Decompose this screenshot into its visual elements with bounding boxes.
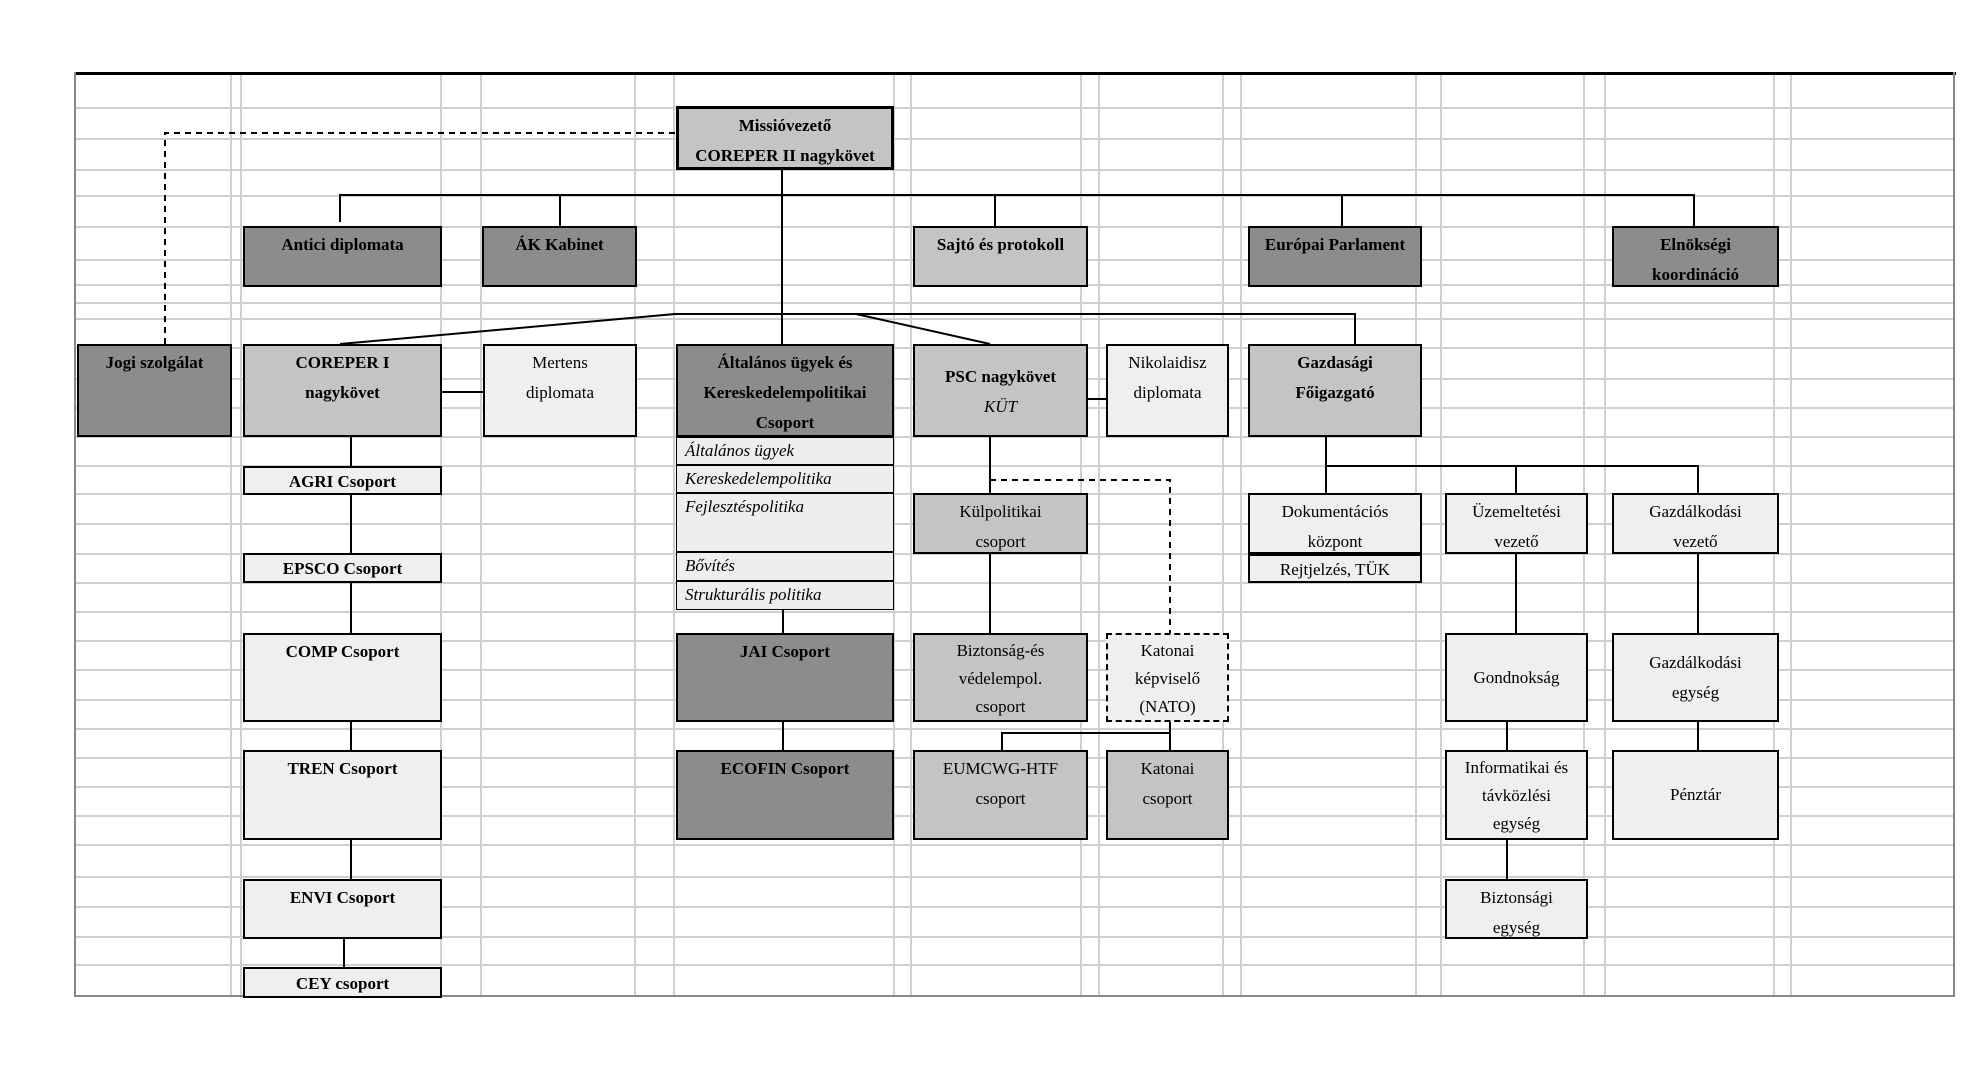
node-nikolaidisz: Nikolaidisz diplomata (1106, 344, 1229, 437)
node-psc-kut: KÜT (983, 396, 1018, 416)
node-agri: AGRI Csoport (243, 466, 442, 495)
node-tren: TREN Csoport (243, 750, 442, 840)
node-comp: COMP Csoport (243, 633, 442, 722)
node-biztonsag-vedelem: Biztonság-és védelempol. csoport (913, 633, 1088, 722)
node-envi: ENVI Csoport (243, 879, 442, 939)
node-epsco: EPSCO Csoport (243, 553, 442, 583)
node-jogi-szolgalat: Jogi szolgálat (77, 344, 232, 437)
node-coreper1: COREPER I nagykövet (243, 344, 442, 437)
node-biztonsagi-egyseg: Biztonsági egység (1445, 879, 1588, 939)
subitem-altalanos-ugyek: Általános ügyek (676, 437, 894, 465)
node-antici: Antici diplomata (243, 226, 442, 287)
node-kulpolitikai: Külpolitikai csoport (913, 493, 1088, 554)
node-eumcwg: EUMCWG-HTF csoport (913, 750, 1088, 840)
node-psc: PSC nagykövet KÜT (913, 344, 1088, 437)
node-gazdalkodasi-vezeto: Gazdálkodási vezető (1612, 493, 1779, 554)
node-uzemeltetesi: Üzemeltetési vezető (1445, 493, 1588, 554)
node-sajto: Sajtó és protokoll (913, 226, 1088, 287)
node-gazdasagi: Gazdasági Főigazgató (1248, 344, 1422, 437)
node-katonai-csoport: Katonai csoport (1106, 750, 1229, 840)
subitem-strukturalis-politika: Strukturális politika (676, 581, 894, 610)
node-penztar: Pénztár (1612, 750, 1779, 840)
node-elnoksegi: Elnökségi koordináció (1612, 226, 1779, 287)
node-cey: CEY csoport (243, 967, 442, 998)
subitem-kereskedelempolitika: Kereskedelempolitika (676, 465, 894, 493)
node-informatikai: Informatikai és távközlési egység (1445, 750, 1588, 840)
node-katonai-kepviselo: Katonai képviselő (NATO) (1106, 633, 1229, 722)
node-ak-kabinet: ÁK Kabinet (482, 226, 637, 287)
node-ecofin: ECOFIN Csoport (676, 750, 894, 840)
node-altalanos-csoport: Általános ügyek és Kereskedelempolitikai Csoport (676, 344, 894, 437)
node-rejtjelzes: Rejtjelzés, TÜK (1248, 554, 1422, 583)
node-jai: JAI Csoport (676, 633, 894, 722)
node-mission-head: Missióvezető COREPER II nagykövet (676, 106, 894, 170)
bus-level1 (340, 195, 1694, 226)
subitem-fejlesztespolitika: Fejlesztéspolitika (676, 493, 894, 552)
node-gazdalkodasi-egyseg: Gazdálkodási egység (1612, 633, 1779, 722)
subitem-bovites: Bővítés (676, 552, 894, 581)
node-europai-parlament: Európai Parlament (1248, 226, 1422, 287)
node-dokumentacios: Dokumentációs központ (1248, 493, 1422, 554)
node-gondnoksag: Gondnokság (1445, 633, 1588, 722)
node-mertens: Mertens diplomata (483, 344, 637, 437)
